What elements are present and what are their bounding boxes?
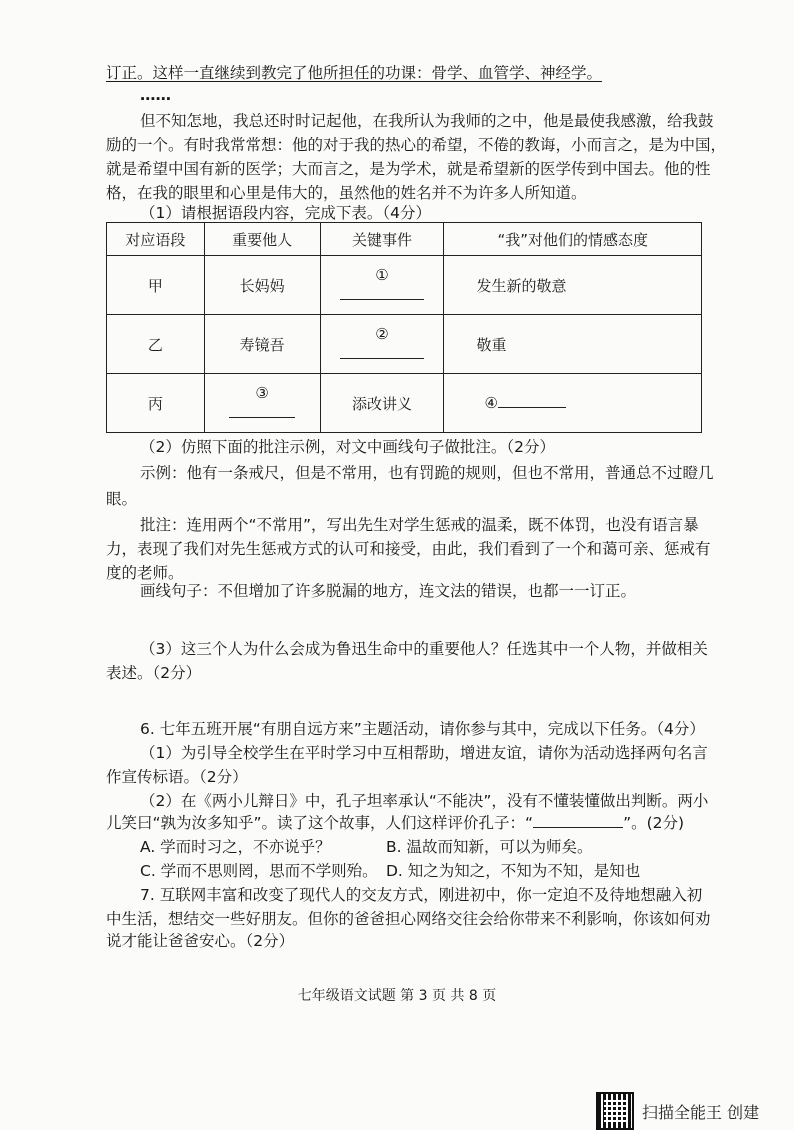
event-cell[interactable] [320,256,444,315]
scanner-watermark [596,1092,759,1130]
table-row [107,256,702,315]
blank-number: ② [375,325,389,343]
q1-table [106,222,702,433]
q1-prompt: （1）请根据语段内容，完成下表。（4分） [140,204,431,222]
table-row [107,374,702,433]
q2-prompt: （2）仿照下面的批注示例，对文中画线句子做批注。（2分） [140,438,555,456]
q6-sub2-pre: 儿笑曰“孰为汝多知乎”。读了这个故事，人们这样评价孔子：“ [106,814,534,832]
q2-note-line-3: 度的老师。 [106,564,184,582]
answer-blank-4[interactable] [498,407,566,408]
passage-line-5: 格，在我的眼里和心里是伟大的，虽然他的姓名并不为许多人所知道。 [106,184,587,202]
answer-blank-2[interactable] [340,324,424,364]
blank-line [340,358,424,359]
passage-line-4: 就是希望中国有新的医学；大而言之，是为学术，就是希望新的医学传到中国去。他的性 [106,160,711,178]
q6-sub2-line-2 [106,812,684,834]
page-footer: 七年级语文试题 第 3 页 共 8 页 [297,988,497,1004]
option-b[interactable]: B. 温故而知新，可以为师矣。 [386,838,593,856]
q2-example-line-2: 眼。 [106,490,138,508]
option-c[interactable]: C. 学而不思则罔，思而不学则殆。 [140,862,378,880]
event-cell: 添改讲义 [320,374,444,433]
q2-note-line-2: 力，表现了我们对先生惩戒方式的认可和接受，由此，我们看到了一个和蔼可亲、惩戒有 [106,540,711,558]
q7-line-2: 中生活，想结交一些好朋友。但你的爸爸担心网络交往会给你带来不利影响，你该如何劝 [106,910,711,928]
q2-example-line-1: 示例：他有一条戒尺，但是不常用，也有罚跪的规则，但也不常用，普通总不过瞪几 [140,464,714,482]
option-a[interactable]: A. 学而时习之，不亦说乎？ [140,838,331,856]
attitude-cell: 发生新的敬意 [444,256,702,315]
q2-underlined-sentence: 画线句子：不但增加了许多脱漏的地方，连文法的错误，也都一一订正。 [140,582,637,600]
person-cell[interactable] [204,374,320,433]
q7-line-3: 说才能让爸爸安心。（2分） [106,932,295,950]
blank-line [229,417,295,418]
q6-sub1-line-2: 作宣传标语。（2分） [106,768,248,786]
answer-blank-q6[interactable] [533,827,623,828]
para-cell: 丙 [107,374,205,433]
q7-line-1: 7. 互联网丰富和改变了现代人的交友方式，刚进初中，你一定迫不及待地想融入初 [140,886,703,904]
q6-sub1-line-1: （1）为引导全校学生在平时学习中互相帮助，增进友谊，请你为活动选择两句名言 [140,744,708,762]
para-cell: 甲 [107,256,205,315]
blank-number: ④ [484,394,498,412]
q6-title: 6. 七年五班开展“有朋自远方来”主题活动，请你参与其中，完成以下任务。（4分） [140,720,705,738]
blank-line [340,299,424,300]
q3-line-2: 表述。（2分） [106,664,202,682]
answer-blank-1[interactable] [340,265,424,305]
attitude-cell[interactable] [444,374,702,433]
blank-number: ③ [255,384,269,402]
q2-note-line-1: 批注：连用两个“不常用”，写出先生对学生惩戒的温柔，既不体罚，也没有语言暴 [140,516,699,534]
passage-line-2: 但不知怎地，我总还时时记起他，在我所认为我师的之中，他是最使我感激，给我鼓 [140,112,714,130]
passage-ellipsis: …… [140,86,171,104]
q6-sub2-post: ”。(2分) [623,814,685,832]
para-cell: 乙 [107,315,205,374]
table-row [107,315,702,374]
q3-line-1: （3）这三个人为什么会成为鲁迅生命中的重要他人？任选其中一个人物，并做相关 [140,640,708,658]
option-d[interactable]: D. 知之为知之，不知为不知，是知也 [386,862,641,880]
watermark-text: 扫描全能王 创建 [642,1102,760,1122]
qr-code-icon [596,1092,634,1130]
answer-blank-3[interactable] [229,383,295,423]
header-cell: 对应语段 [107,223,205,256]
table-header-row [107,223,702,256]
passage-line-1: 订正。这样一直继续到教完了他所担任的功课：骨学、血管学、神经学。 [106,64,603,82]
passage-line-3: 励的一个。有时我常常想：他的对于我的热心的希望，不倦的教诲，小而言之，是为中国， [106,136,727,154]
header-cell: 关键事件 [320,223,444,256]
header-cell: “我”对他们的情感态度 [444,223,702,256]
person-cell: 寿镜吾 [204,315,320,374]
person-cell: 长妈妈 [204,256,320,315]
attitude-cell: 敬重 [444,315,702,374]
event-cell[interactable] [320,315,444,374]
blank-number: ① [375,266,389,284]
header-cell: 重要他人 [204,223,320,256]
q6-sub2-line-1: （2）在《两小儿辩日》中，孔子坦率承认“不能决”，没有不懂装懂做出判断。两小 [140,792,709,810]
